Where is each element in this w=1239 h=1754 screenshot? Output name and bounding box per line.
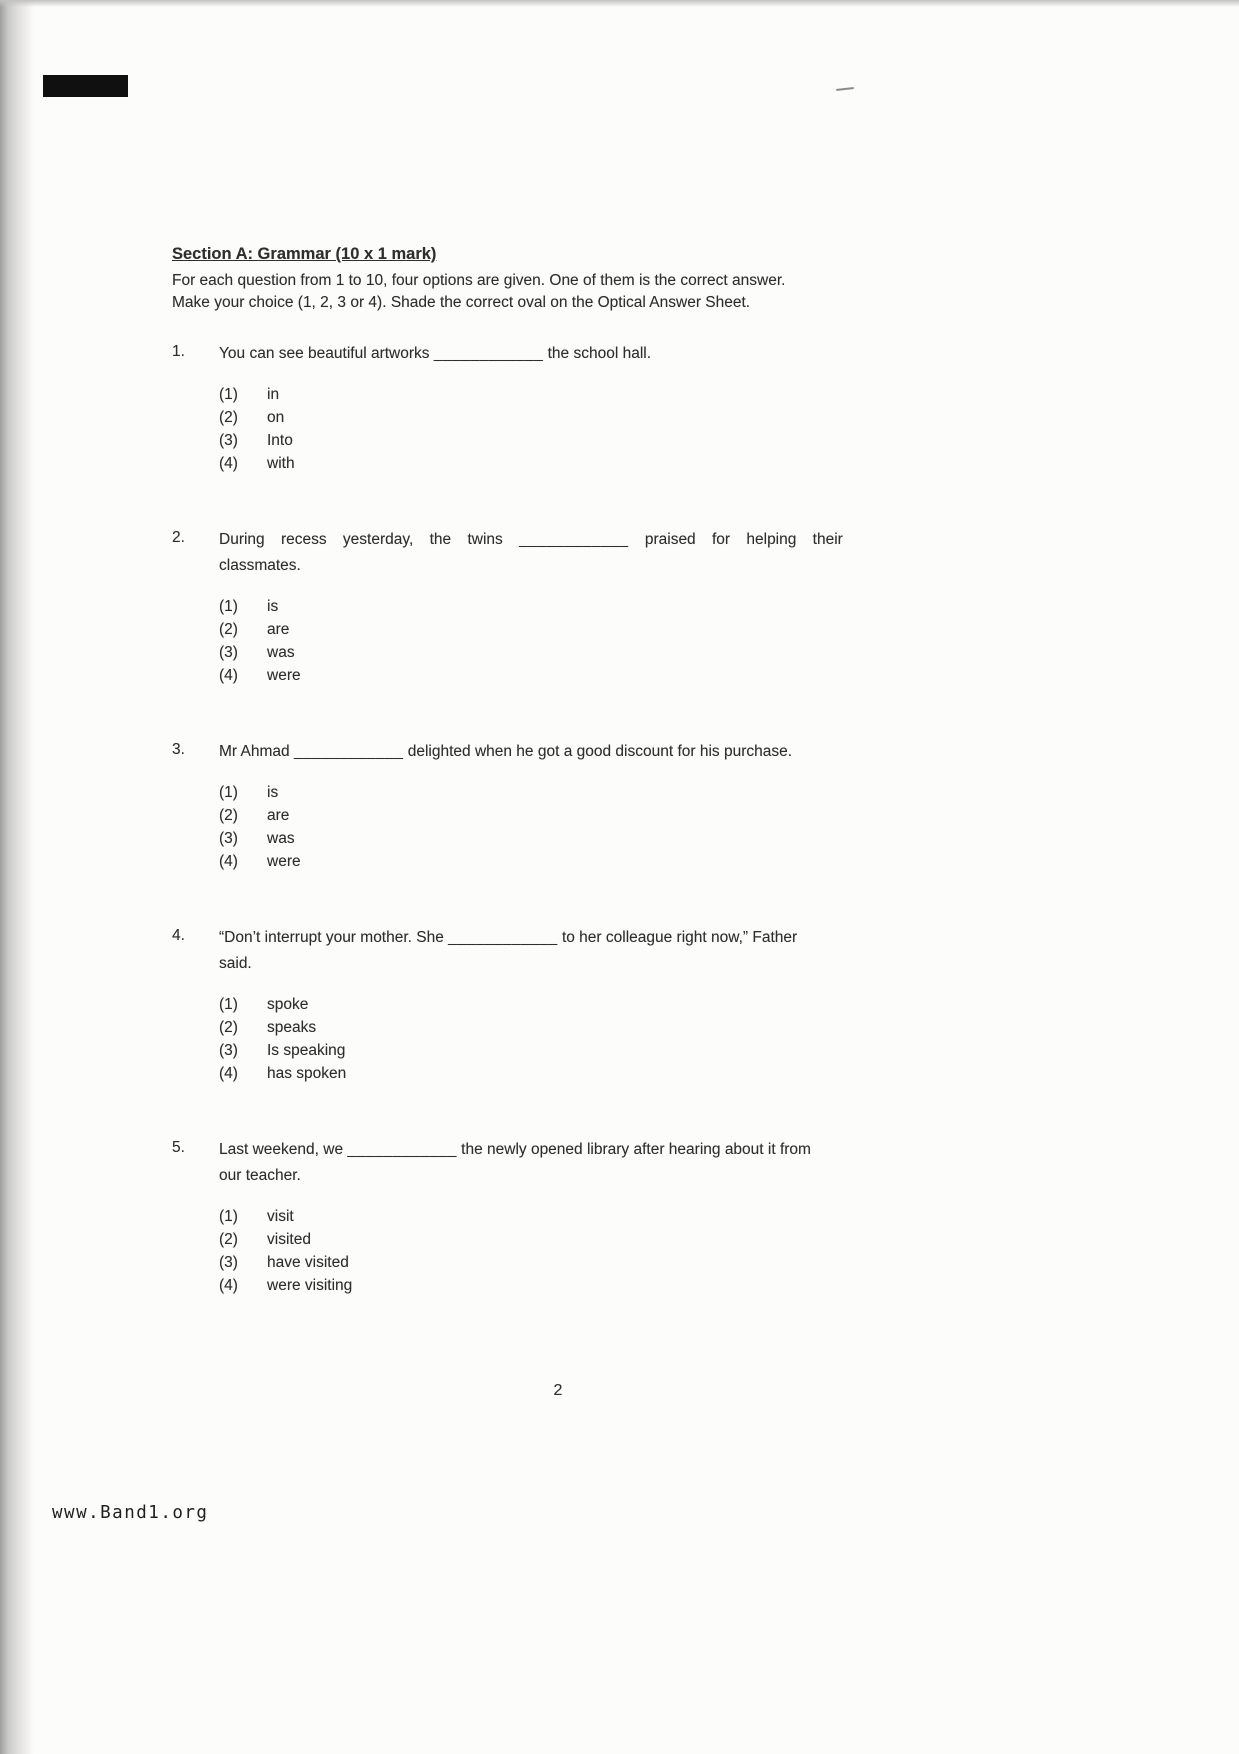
option-label: (2): [219, 620, 238, 638]
option: [219, 618, 944, 641]
option-text: spoke: [267, 995, 309, 1013]
option-label: (2): [219, 1018, 238, 1036]
option-text: was: [267, 829, 295, 847]
scan-top-edge-shadow: [0, 0, 1239, 7]
question-text-before: You can see beautiful artworks: [219, 344, 430, 362]
option: [219, 804, 944, 827]
answer-blank: ____________: [448, 928, 558, 946]
option: [219, 850, 944, 873]
question-4: [172, 925, 944, 1085]
option: [219, 383, 944, 406]
option-label: (4): [219, 852, 238, 870]
question-text-before: During recess yesterday, the twins: [219, 530, 503, 548]
question-2: [172, 527, 944, 687]
option-label: (3): [219, 643, 238, 661]
question-body: [219, 925, 944, 1085]
question-body: [219, 341, 944, 475]
question-text: [219, 341, 944, 367]
options-list: [219, 993, 944, 1085]
options-list: [219, 781, 944, 873]
option: [219, 452, 944, 475]
options-list: [219, 1205, 944, 1297]
option-label: (1): [219, 995, 238, 1013]
answer-blank: ____________: [519, 530, 629, 548]
watermark-url: www.Band1.org: [52, 1503, 209, 1523]
question-text-after: the school hall.: [547, 344, 652, 362]
options-list: [219, 383, 944, 475]
option-label: (4): [219, 454, 238, 472]
question-3: [172, 739, 944, 873]
question-text-before: Last weekend, we: [219, 1140, 344, 1158]
option-text: visit: [267, 1207, 294, 1225]
question-text-after: delighted when he got a good discount for his purchase.: [407, 742, 793, 760]
option-text: were: [267, 666, 301, 684]
options-list: [219, 595, 944, 687]
question-body: [219, 1137, 944, 1297]
option-label: (1): [219, 783, 238, 801]
option: [219, 781, 944, 804]
instruction-line: For each question from 1 to 10, four options are given. One of them is the correct answer.: [172, 271, 786, 289]
question-number: 2.: [172, 528, 185, 546]
option-label: (4): [219, 666, 238, 684]
question-text-after: praised for helping their: [644, 530, 843, 548]
option: [219, 827, 944, 850]
option-text: were: [267, 852, 301, 870]
option-label: (2): [219, 806, 238, 824]
option-text: is: [267, 783, 279, 801]
option-label: (3): [219, 1041, 238, 1059]
question-text-line2: classmates.: [219, 556, 301, 574]
page-number: 2: [553, 1382, 563, 1399]
section-title: Section A: Grammar (10 x 1 mark): [172, 245, 437, 263]
option-text: in: [267, 385, 280, 403]
option: [219, 641, 944, 664]
option: [219, 595, 944, 618]
question-text: [219, 527, 944, 579]
option: [219, 1039, 944, 1062]
question-text-before: Mr Ahmad: [219, 742, 290, 760]
option-text: has spoken: [267, 1064, 347, 1082]
option-text: visited: [267, 1230, 311, 1248]
question-number: 3.: [172, 740, 185, 758]
option-label: (1): [219, 385, 238, 403]
option-label: (1): [219, 1207, 238, 1225]
exam-content: [172, 243, 944, 1349]
question-text-line2: said.: [219, 954, 252, 972]
option-text: are: [267, 620, 290, 638]
option: [219, 664, 944, 687]
option-label: (2): [219, 1230, 238, 1248]
option-text: is: [267, 597, 279, 615]
question-body: [219, 739, 944, 873]
question-text-after: to her colleague right now,” Father: [561, 928, 798, 946]
redaction-box: [43, 75, 128, 97]
option: [219, 1062, 944, 1085]
question-text-after: the newly opened library after hearing about it from: [461, 1140, 811, 1158]
option-label: (2): [219, 408, 238, 426]
option-text: were visiting: [267, 1276, 353, 1294]
question-text: [219, 1137, 944, 1189]
pen-mark: [836, 87, 854, 91]
option-label: (1): [219, 597, 238, 615]
answer-blank: ____________: [433, 344, 544, 362]
question-number: 4.: [172, 926, 185, 944]
instruction-line: Make your choice (1, 2, 3 or 4). Shade the correct oval on the Optical Answer Sheet.: [172, 294, 751, 312]
option-label: (3): [219, 431, 238, 449]
question-1: [172, 341, 944, 475]
question-text-line2: our teacher.: [219, 1166, 301, 1184]
scan-left-edge-shadow: [0, 0, 34, 1754]
option: [219, 1228, 944, 1251]
option-text: was: [267, 643, 295, 661]
question-5: [172, 1137, 944, 1297]
option-text: on: [267, 408, 285, 426]
option-label: (4): [219, 1064, 238, 1082]
question-text: [219, 739, 944, 765]
option: [219, 993, 944, 1016]
option-text: Is speaking: [267, 1041, 346, 1059]
question-number: 5.: [172, 1138, 185, 1156]
option: [219, 1016, 944, 1039]
option-label: (3): [219, 1253, 238, 1271]
question-text: [219, 925, 944, 977]
option: [219, 1205, 944, 1228]
option-text: with: [267, 454, 295, 472]
question-text-before: “Don’t interrupt your mother. She: [219, 928, 444, 946]
option-label: (3): [219, 829, 238, 847]
option-text: speaks: [267, 1018, 317, 1036]
question-body: [219, 527, 944, 687]
option-label: (4): [219, 1276, 238, 1294]
option-text: Into: [267, 431, 293, 449]
question-list: [172, 341, 944, 1297]
option: [219, 1274, 944, 1297]
option: [219, 406, 944, 429]
option: [219, 429, 944, 452]
answer-blank: ____________: [347, 1140, 457, 1158]
option-text: are: [267, 806, 290, 824]
section-instructions: [172, 270, 944, 315]
question-number: 1.: [172, 342, 185, 360]
answer-blank: ____________: [293, 742, 404, 760]
option: [219, 1251, 944, 1274]
option-text: have visited: [267, 1253, 349, 1271]
